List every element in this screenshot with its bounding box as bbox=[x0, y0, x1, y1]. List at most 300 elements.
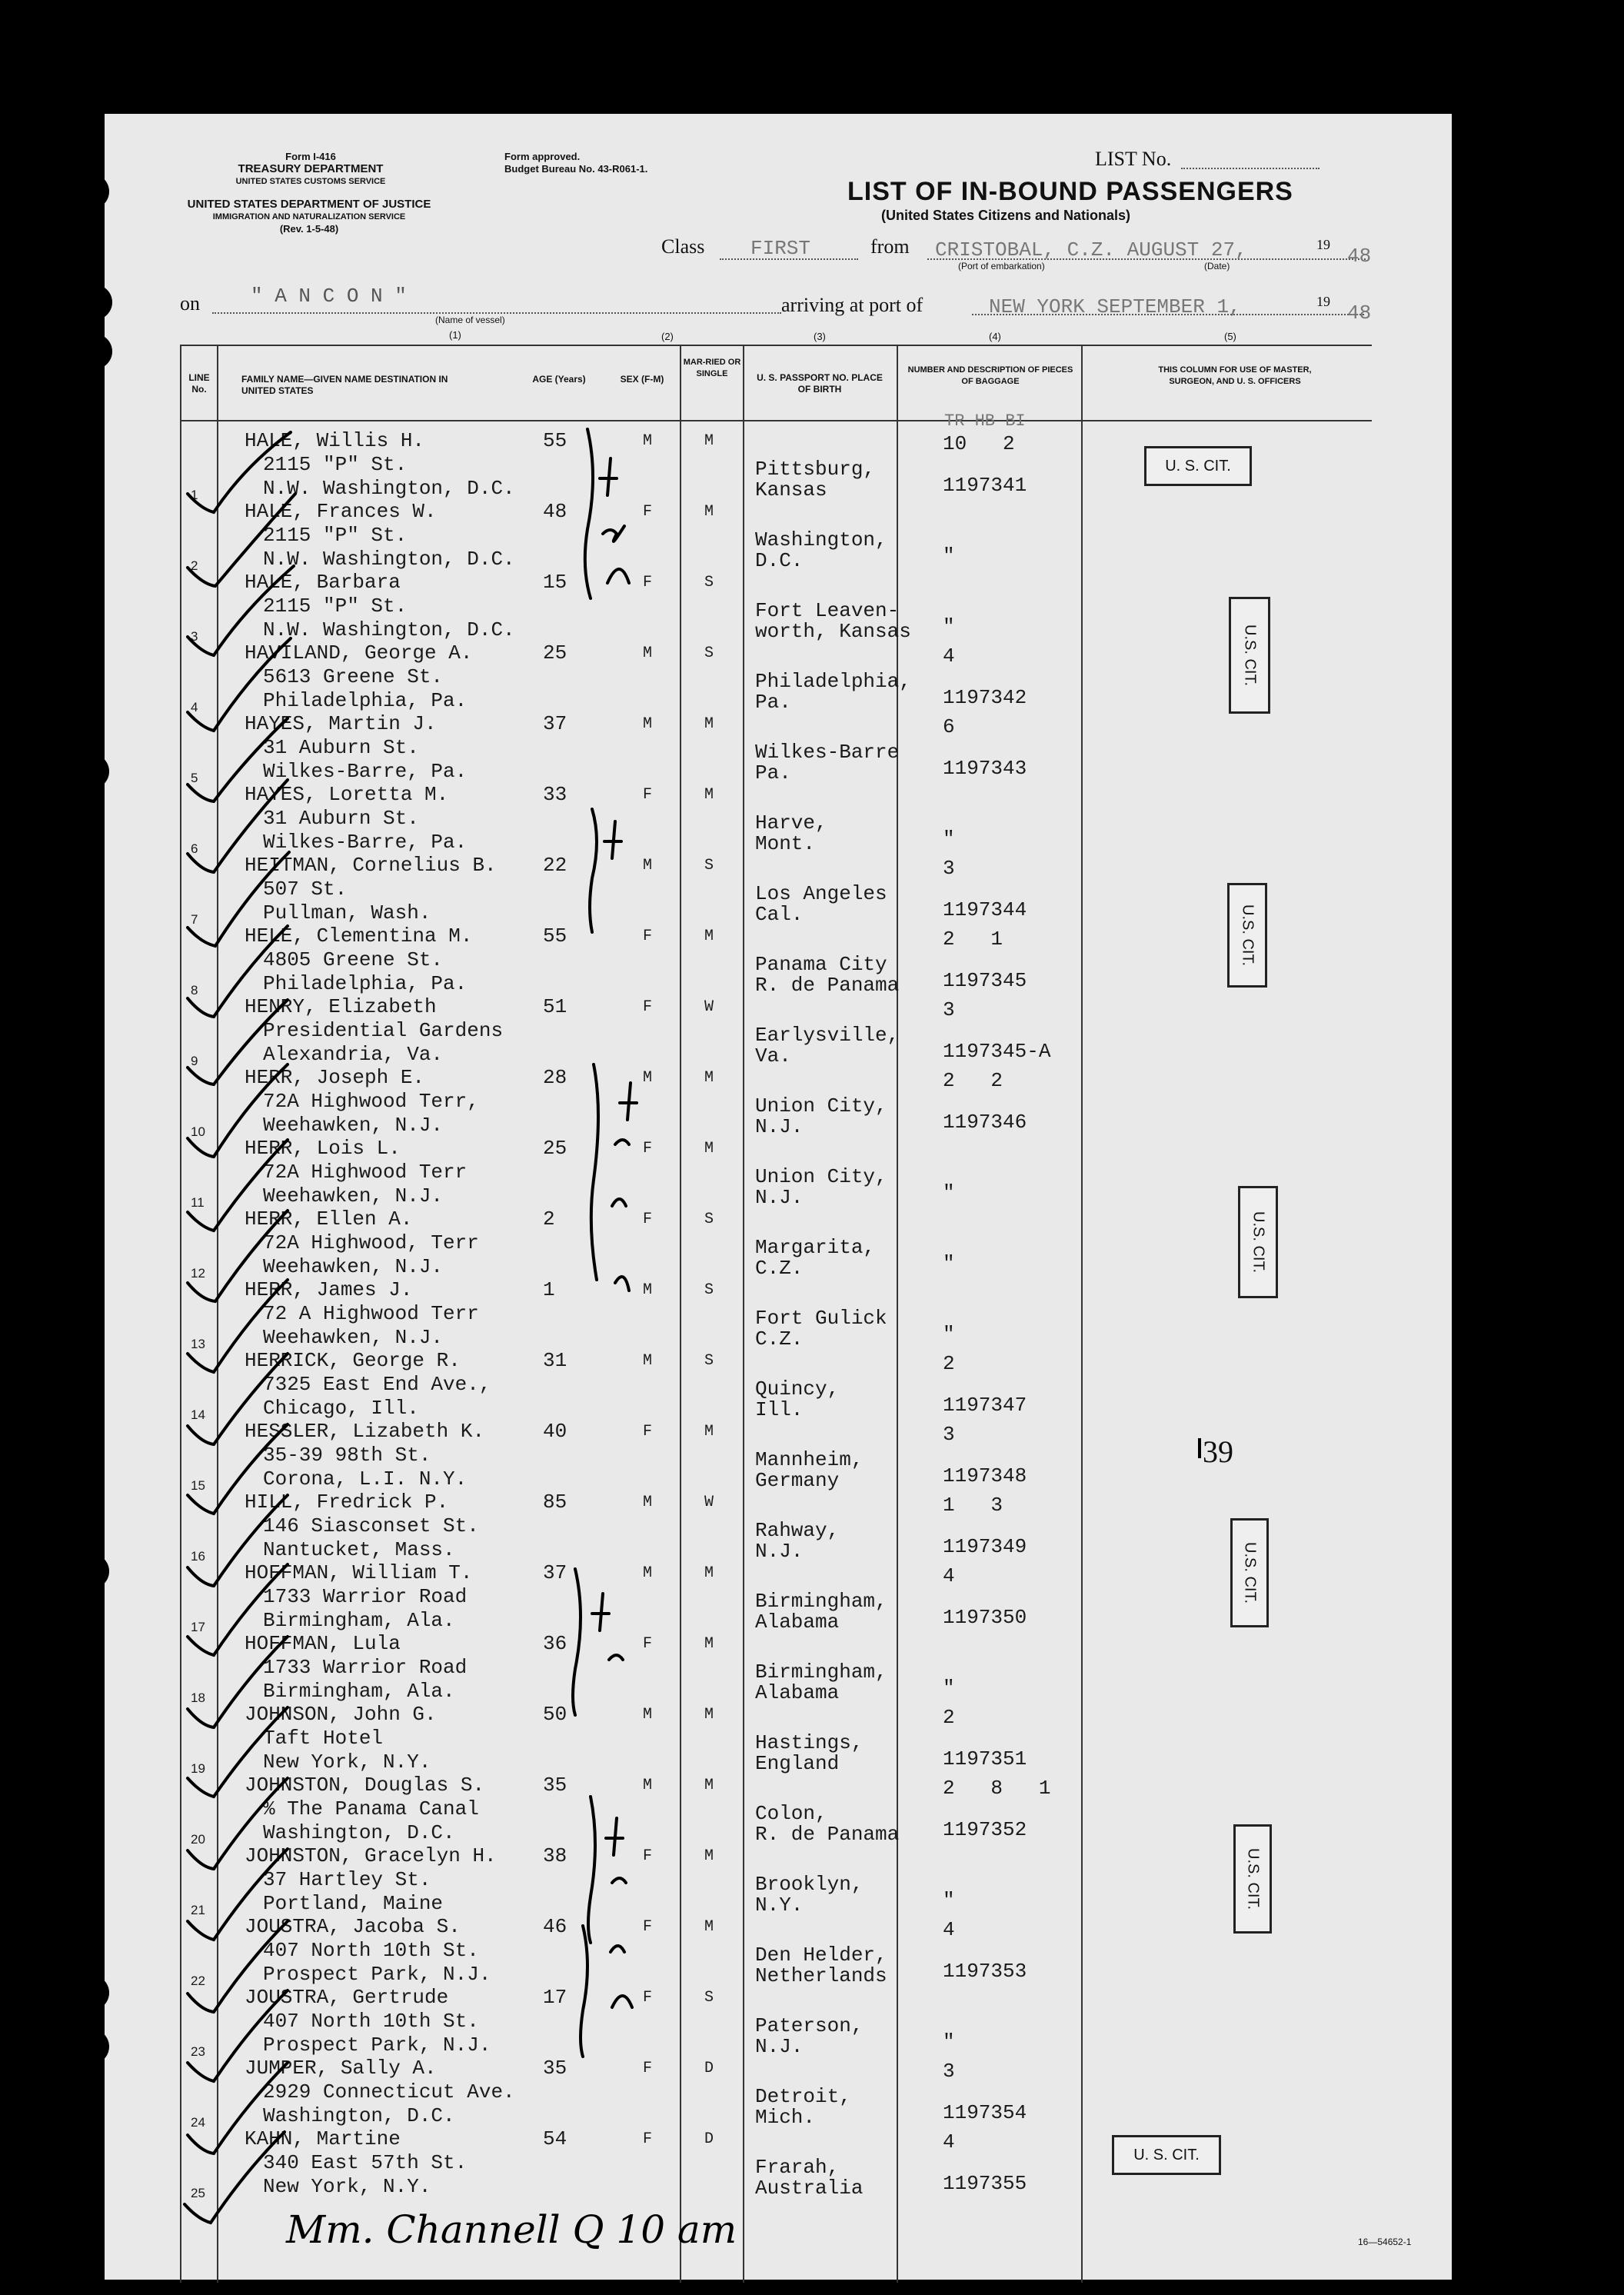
birth-country: Pa. bbox=[755, 691, 791, 714]
baggage-count: 3 bbox=[943, 857, 955, 880]
birth-place: Paterson, bbox=[755, 2014, 864, 2037]
passenger-sex: M bbox=[643, 1352, 653, 1370]
passport-number: 1197350 bbox=[943, 1606, 1027, 1629]
passenger-age: 33 bbox=[543, 783, 567, 806]
birth-place: Pittsburg, bbox=[755, 458, 876, 481]
passenger-name: JOHNSON, John G. bbox=[245, 1703, 437, 1726]
birth-place: Birmingham, bbox=[755, 1660, 887, 1684]
family-bracket bbox=[585, 429, 593, 598]
baggage-count: 3 bbox=[943, 998, 955, 1021]
annotation-dtr bbox=[612, 1996, 632, 2007]
baggage-count: 4 bbox=[943, 2130, 955, 2153]
birth-place: Quincy, bbox=[755, 1377, 840, 1401]
marital-status: D bbox=[704, 2060, 714, 2077]
passenger-address: 1733 Warrior Road bbox=[263, 1585, 468, 1608]
passenger-address: 1733 Warrior Road bbox=[263, 1656, 468, 1679]
passenger-age: 35 bbox=[543, 2057, 567, 2080]
passenger-name: HILL, Fredrick P. bbox=[245, 1491, 449, 1514]
birth-place: Earlysville, bbox=[755, 1024, 900, 1047]
treasury-dept: TREASURY DEPARTMENT bbox=[238, 162, 384, 175]
page-title: LIST OF IN-BOUND PASSENGERS bbox=[847, 177, 1293, 206]
marital-status: S bbox=[704, 574, 714, 591]
passenger-address: 31 Auburn St. bbox=[263, 807, 419, 830]
baggage-count: 2 2 bbox=[943, 1069, 1003, 1092]
birth-place: Mannheim, bbox=[755, 1448, 864, 1471]
passenger-address: % The Panama Canal bbox=[263, 1797, 479, 1820]
baggage-count: 1 3 bbox=[943, 1494, 1003, 1517]
passenger-manifest-page bbox=[105, 114, 1452, 2280]
col-num-3: (3) bbox=[814, 331, 826, 342]
col-header-age: AGE (Years) bbox=[532, 374, 586, 385]
passenger-address: 507 St. bbox=[263, 878, 348, 901]
handwritten-marks bbox=[105, 114, 1452, 2280]
arriving-label: arriving at port of bbox=[781, 294, 923, 316]
passenger-name: HALE, Willis H. bbox=[245, 429, 425, 452]
passport-number: " bbox=[943, 1181, 955, 1204]
passenger-city: Weehawken, N.J. bbox=[263, 1184, 444, 1207]
passenger-name: HERRICK, George R. bbox=[245, 1349, 461, 1372]
checkmark bbox=[188, 1707, 288, 1797]
passenger-age: 48 bbox=[543, 500, 567, 523]
birth-place: Detroit, bbox=[755, 2085, 851, 2108]
line-number: 24 bbox=[191, 2115, 205, 2130]
passenger-sex: M bbox=[643, 432, 653, 450]
passport-number: 1197345-A bbox=[943, 1040, 1051, 1063]
passport-number: 1197346 bbox=[943, 1111, 1027, 1134]
passenger-age: 46 bbox=[543, 1915, 567, 1938]
passport-number: 1197348 bbox=[943, 1464, 1027, 1487]
passenger-city: Weehawken, N.J. bbox=[263, 1114, 444, 1137]
marital-status: M bbox=[704, 1069, 714, 1087]
annotation-wf bbox=[603, 526, 624, 541]
passport-number: 1197343 bbox=[943, 757, 1027, 780]
passenger-city: Corona, L.I. N.Y. bbox=[263, 1467, 468, 1491]
birth-place: Frarah, bbox=[755, 2156, 840, 2179]
passenger-address: 31 Auburn St. bbox=[263, 736, 419, 759]
class-value: FIRST bbox=[750, 237, 811, 260]
family-bracket bbox=[591, 1064, 598, 1280]
baggage-count: 2 1 bbox=[943, 928, 1003, 951]
marital-status: M bbox=[704, 432, 714, 450]
passenger-city: Portland, Maine bbox=[263, 1892, 444, 1915]
checkmark bbox=[188, 566, 294, 655]
us-citizen-stamp: U.S. CIT. bbox=[1238, 1186, 1278, 1298]
birth-country: N.J. bbox=[755, 1115, 804, 1138]
marital-status: M bbox=[704, 1777, 714, 1794]
annotation-wf bbox=[615, 1140, 629, 1144]
passenger-name: HOFFMAN, William T. bbox=[245, 1561, 473, 1584]
passenger-age: 31 bbox=[543, 1349, 567, 1372]
passenger-sex: F bbox=[643, 1635, 653, 1653]
birth-place: Rahway, bbox=[755, 1519, 840, 1542]
passenger-sex: F bbox=[643, 998, 653, 1016]
year-prefix-2: 19 bbox=[1316, 294, 1330, 309]
marital-status: D bbox=[704, 2130, 714, 2148]
col-header-married: MAR-RIED OR SINGLE bbox=[683, 358, 741, 378]
passenger-sex: F bbox=[643, 1423, 653, 1441]
line-number: 15 bbox=[191, 1478, 205, 1493]
baggage-count: 4 bbox=[943, 1564, 955, 1587]
birth-country: Australia bbox=[755, 2177, 864, 2200]
line-number: 19 bbox=[191, 1761, 205, 1776]
passenger-sex: F bbox=[643, 928, 653, 945]
checkmark bbox=[188, 718, 288, 801]
us-citizen-stamp: U. S. CIT. bbox=[1112, 2135, 1221, 2175]
passenger-sex: F bbox=[643, 1211, 653, 1228]
passenger-name: HALE, Barbara bbox=[245, 571, 401, 594]
marital-status: M bbox=[704, 1423, 714, 1441]
annotation-w bbox=[611, 1946, 624, 1952]
passenger-city: Wilkes-Barre, Pa. bbox=[263, 760, 468, 783]
passport-number: 1197347 bbox=[943, 1394, 1027, 1417]
passenger-address: 2929 Connecticut Ave. bbox=[263, 2080, 515, 2103]
birth-country: Cal. bbox=[755, 903, 804, 926]
baggage-count: 2 8 1 bbox=[943, 1777, 1051, 1800]
col-num-5: (5) bbox=[1224, 331, 1236, 342]
passenger-city: Philadelphia, Pa. bbox=[263, 689, 468, 712]
passport-number: 1197344 bbox=[943, 898, 1027, 921]
birth-place: Birmingham, bbox=[755, 1590, 887, 1613]
checkmark bbox=[188, 432, 291, 512]
col-header-name: FAMILY NAME—GIVEN NAME DESTINATION IN UNITED STATES bbox=[241, 374, 448, 396]
passport-number: " bbox=[943, 1323, 955, 1346]
passenger-address: 2115 "P" St. bbox=[263, 595, 408, 618]
marital-status: M bbox=[704, 1564, 714, 1582]
passenger-age: 85 bbox=[543, 1491, 567, 1514]
annotation-s bbox=[615, 1277, 629, 1291]
line-number: 10 bbox=[191, 1124, 205, 1139]
line-number: 21 bbox=[191, 1903, 205, 1917]
passenger-address: 2115 "P" St. bbox=[263, 453, 408, 476]
page-subtitle: (United States Citizens and Nationals) bbox=[881, 208, 1131, 223]
passenger-sex: F bbox=[643, 1918, 653, 1936]
passenger-city: Washington, D.C. bbox=[263, 2104, 455, 2127]
passenger-sex: M bbox=[643, 1706, 653, 1724]
marital-status: S bbox=[704, 1211, 714, 1228]
col-header-sex: SEX (F-M) bbox=[620, 374, 664, 385]
birth-country: Mich. bbox=[755, 2106, 816, 2129]
passenger-age: 37 bbox=[543, 1561, 567, 1584]
col-num-4: (4) bbox=[989, 331, 1001, 342]
handwritten-note: Mm. Channell Q 10 am bbox=[286, 2207, 737, 2252]
passenger-name: HAVILAND, George A. bbox=[245, 641, 473, 665]
passenger-name: HERR, James J. bbox=[245, 1278, 413, 1301]
passenger-sex: M bbox=[643, 1564, 653, 1582]
customs-service: UNITED STATES CUSTOMS SERVICE bbox=[235, 177, 386, 186]
birth-country: Netherlands bbox=[755, 1964, 887, 1987]
line-number: 11 bbox=[191, 1195, 205, 1210]
marital-status: S bbox=[704, 1352, 714, 1370]
passenger-address: 37 Hartley St. bbox=[263, 1868, 431, 1891]
passenger-name: JUMPER, Sally A. bbox=[245, 2057, 437, 2080]
passenger-name: HAYES, Martin J. bbox=[245, 712, 437, 735]
passenger-city: Chicago, Ill. bbox=[263, 1397, 419, 1420]
passenger-sex: M bbox=[643, 715, 653, 733]
passenger-age: 36 bbox=[543, 1632, 567, 1655]
passport-number: " bbox=[943, 828, 955, 851]
birth-place: Washington, bbox=[755, 528, 887, 551]
passenger-city: Prospect Park, N.J. bbox=[263, 2034, 491, 2057]
class-label: Class bbox=[661, 235, 705, 258]
passenger-name: HEITMAN, Cornelius B. bbox=[245, 854, 497, 877]
annotation-d bbox=[612, 1199, 626, 1206]
passport-number: 1197351 bbox=[943, 1747, 1027, 1770]
passenger-address: 407 North 10th St. bbox=[263, 2010, 479, 2033]
form-id: Form I-416 bbox=[285, 151, 336, 162]
passenger-age: 54 bbox=[543, 2127, 567, 2150]
birth-country: Va. bbox=[755, 1044, 791, 1068]
passenger-name: HERR, Lois L. bbox=[245, 1137, 401, 1160]
line-number: 17 bbox=[191, 1620, 205, 1634]
birth-country: Alabama bbox=[755, 1681, 840, 1704]
marital-status: W bbox=[704, 1494, 714, 1511]
passenger-sex: M bbox=[643, 857, 653, 874]
passport-number: 1197355 bbox=[943, 2172, 1027, 2195]
passenger-address: 407 North 10th St. bbox=[263, 1939, 479, 1962]
passenger-address: 5613 Greene St. bbox=[263, 665, 444, 688]
passenger-city: Alexandria, Va. bbox=[263, 1043, 444, 1066]
birth-country: Germany bbox=[755, 1469, 840, 1492]
year-arrive: 48 bbox=[1347, 301, 1372, 325]
passenger-name: HENRY, Elizabeth bbox=[245, 995, 437, 1018]
line-number: 9 bbox=[191, 1054, 198, 1068]
from-value: CRISTOBAL, C.Z. AUGUST 27, bbox=[935, 238, 1247, 261]
passport-number: " bbox=[943, 2030, 955, 2054]
passenger-address: 4805 Greene St. bbox=[263, 948, 444, 971]
passport-number: 1197345 bbox=[943, 969, 1027, 992]
marital-status: M bbox=[704, 715, 714, 733]
passenger-name: JOUSTRA, Jacoba S. bbox=[245, 1915, 461, 1938]
checkmark bbox=[188, 1064, 288, 1157]
passenger-city: Prospect Park, N.J. bbox=[263, 1963, 491, 1986]
baggage-count: 4 bbox=[943, 645, 955, 668]
marital-status: W bbox=[704, 998, 714, 1016]
passenger-city: Washington, D.C. bbox=[263, 1821, 455, 1844]
birth-place: Los Angeles bbox=[755, 882, 887, 905]
birth-country: Pa. bbox=[755, 761, 791, 784]
birth-country: Alabama bbox=[755, 1610, 840, 1634]
annotation-wf bbox=[609, 1655, 623, 1660]
birth-place: Margarita, bbox=[755, 1236, 876, 1259]
family-bracket bbox=[590, 809, 597, 932]
checkmark bbox=[188, 1849, 288, 1940]
passenger-name: KAHN, Martine bbox=[245, 2127, 401, 2150]
birth-place: Fort Gulick bbox=[755, 1307, 887, 1330]
passenger-address: 2115 "P" St. bbox=[263, 524, 408, 547]
line-number: 18 bbox=[191, 1690, 205, 1705]
passenger-age: 1 bbox=[543, 1278, 555, 1301]
passenger-sex: M bbox=[643, 1281, 653, 1299]
birth-place: Union City, bbox=[755, 1094, 887, 1118]
birth-country: N.J. bbox=[755, 1186, 804, 1209]
line-number: 20 bbox=[191, 1832, 205, 1847]
passenger-address: 72A Highwood Terr bbox=[263, 1161, 468, 1184]
passenger-city: Birmingham, Ala. bbox=[263, 1680, 455, 1703]
passenger-city: Philadelphia, Pa. bbox=[263, 972, 468, 995]
birth-place: Den Helder, bbox=[755, 1944, 887, 1967]
baggage-count: 3 bbox=[943, 1423, 955, 1446]
on-label: on bbox=[180, 292, 200, 315]
baggage-count: 4 bbox=[943, 1918, 955, 1941]
passenger-age: 28 bbox=[543, 1066, 567, 1089]
annotation-h bbox=[620, 1083, 637, 1120]
passenger-sex: M bbox=[643, 645, 653, 662]
line-number: 3 bbox=[191, 629, 198, 644]
birth-place: Panama City bbox=[755, 953, 887, 976]
us-citizen-stamp: U.S. CIT. bbox=[1229, 597, 1270, 714]
family-bracket bbox=[573, 1569, 581, 1715]
baggage-count: 3 bbox=[943, 2060, 955, 2083]
annotation-wf bbox=[612, 1878, 626, 1883]
passenger-address: 7325 East End Ave., bbox=[263, 1373, 491, 1396]
passenger-name: HAYES, Loretta M. bbox=[245, 783, 449, 806]
annotation-h bbox=[604, 821, 621, 858]
birth-country: Kansas bbox=[755, 478, 827, 501]
passenger-address: 72A Highwood Terr, bbox=[263, 1090, 479, 1113]
passenger-city: N.W. Washington, D.C. bbox=[263, 618, 515, 641]
annotation-dtr bbox=[607, 569, 629, 583]
birth-country: C.Z. bbox=[755, 1327, 804, 1351]
passport-number: " bbox=[943, 1252, 955, 1275]
family-bracket bbox=[588, 1797, 595, 1943]
passenger-age: 35 bbox=[543, 1774, 567, 1797]
annotation-h bbox=[592, 1594, 609, 1630]
passenger-sex: M bbox=[643, 1777, 653, 1794]
line-number: 23 bbox=[191, 2044, 205, 2059]
passenger-name: HESSLER, Lizabeth K. bbox=[245, 1420, 485, 1443]
passenger-sex: F bbox=[643, 1140, 653, 1157]
col-header-officers: THIS COLUMN FOR USE OF MASTER, SURGEON, AND U. S. OFFICERS bbox=[1158, 365, 1312, 386]
annotation-h bbox=[606, 1818, 623, 1855]
birth-place: Union City, bbox=[755, 1165, 887, 1188]
passport-number: 1197342 bbox=[943, 686, 1027, 709]
passenger-age: 50 bbox=[543, 1703, 567, 1726]
passenger-age: 55 bbox=[543, 429, 567, 452]
passenger-sex: F bbox=[643, 574, 653, 591]
arriving-value: NEW YORK SEPTEMBER 1, bbox=[989, 295, 1241, 318]
line-number: 5 bbox=[191, 771, 198, 785]
birth-place: Fort Leaven- bbox=[755, 599, 900, 622]
passenger-address: Presidential Gardens bbox=[263, 1019, 504, 1042]
passport-number: " bbox=[943, 1677, 955, 1700]
line-number: 1 bbox=[191, 488, 198, 502]
page-number: 39 bbox=[1203, 1434, 1233, 1469]
marital-status: S bbox=[704, 645, 714, 662]
revision: (Rev. 1-5-48) bbox=[279, 223, 339, 235]
line-number: 4 bbox=[191, 700, 198, 714]
marital-status: M bbox=[704, 1635, 714, 1653]
birth-country: N.Y. bbox=[755, 1894, 804, 1917]
passenger-age: 15 bbox=[543, 571, 567, 594]
checkmark bbox=[188, 1424, 288, 1514]
passport-number: " bbox=[943, 615, 955, 638]
passenger-age: 40 bbox=[543, 1420, 567, 1443]
birth-country: Mont. bbox=[755, 832, 816, 855]
passenger-age: 2 bbox=[543, 1207, 555, 1231]
checkmark bbox=[188, 1990, 288, 2081]
birth-country: N.J. bbox=[755, 2035, 804, 2058]
passport-number: 1197352 bbox=[943, 1818, 1027, 1841]
passenger-city: N.W. Washington, D.C. bbox=[263, 548, 515, 571]
passenger-address: 340 East 57th St. bbox=[263, 2151, 468, 2174]
birth-place: Colon, bbox=[755, 1802, 827, 1825]
line-number: 25 bbox=[191, 2186, 205, 2200]
birth-place: Philadelphia, bbox=[755, 670, 911, 693]
passenger-city: Pullman, Wash. bbox=[263, 901, 431, 924]
port-embark-caption: (Port of embarkation) bbox=[958, 261, 1045, 271]
line-number: 12 bbox=[191, 1266, 205, 1281]
birth-country: C.Z. bbox=[755, 1257, 804, 1280]
baggage-subheader: TR HB BI bbox=[944, 411, 1026, 431]
passenger-city: Weehawken, N.J. bbox=[263, 1326, 444, 1349]
line-number: 13 bbox=[191, 1337, 205, 1351]
col-header-baggage: NUMBER AND DESCRIPTION OF PIECES OF BAGGAGE bbox=[907, 365, 1073, 386]
line-number: 22 bbox=[191, 1974, 205, 1988]
passenger-name: JOHNSTON, Gracelyn H. bbox=[245, 1844, 497, 1867]
passenger-city: Weehawken, N.J. bbox=[263, 1255, 444, 1278]
marital-status: M bbox=[704, 786, 714, 804]
justice-dept: UNITED STATES DEPARTMENT OF JUSTICE bbox=[187, 198, 431, 211]
us-citizen-stamp: U.S. CIT. bbox=[1227, 883, 1267, 988]
scan-mark bbox=[1590, 29, 1606, 37]
marital-status: M bbox=[704, 1847, 714, 1865]
marital-status: M bbox=[704, 1918, 714, 1936]
passenger-name: HOFFMAN, Lula bbox=[245, 1632, 401, 1655]
passenger-age: 25 bbox=[543, 641, 567, 665]
passenger-address: 72A Highwood, Terr bbox=[263, 1231, 479, 1254]
passenger-age: 25 bbox=[543, 1137, 567, 1160]
marital-status: S bbox=[704, 857, 714, 874]
birth-place: Hastings, bbox=[755, 1731, 864, 1754]
immigration-service: IMMIGRATION AND NATURALIZATION SERVICE bbox=[212, 212, 406, 222]
birth-place: Harve, bbox=[755, 811, 827, 834]
passenger-name: HERR, Joseph E. bbox=[245, 1066, 425, 1089]
line-number: 8 bbox=[191, 983, 198, 998]
us-citizen-stamp: U.S. CIT. bbox=[1230, 1518, 1269, 1627]
line-number: 14 bbox=[191, 1407, 205, 1422]
passenger-sex: F bbox=[643, 1847, 653, 1865]
birth-country: R. de Panama bbox=[755, 974, 900, 997]
birth-place: Wilkes-Barre bbox=[755, 741, 900, 764]
budget-bureau: Budget Bureau No. 43-R061-1. bbox=[504, 163, 648, 175]
col-num-1: (1) bbox=[449, 329, 461, 341]
line-number: 2 bbox=[191, 558, 198, 573]
passport-number: 1197349 bbox=[943, 1535, 1027, 1558]
scan-mark bbox=[1569, 29, 1584, 37]
passenger-sex: F bbox=[643, 2060, 653, 2077]
line-number: 16 bbox=[191, 1549, 205, 1564]
marital-status: M bbox=[704, 1140, 714, 1157]
passenger-sex: M bbox=[643, 1494, 653, 1511]
year-prefix: 19 bbox=[1316, 237, 1330, 252]
passenger-city: New York, N.Y. bbox=[263, 1750, 431, 1774]
passenger-age: 55 bbox=[543, 924, 567, 948]
passenger-sex: F bbox=[643, 1989, 653, 2007]
passenger-address: 146 Siasconset St. bbox=[263, 1514, 479, 1537]
vessel-caption: (Name of vessel) bbox=[435, 315, 505, 325]
checkmark bbox=[188, 1564, 288, 1655]
list-no-label: LIST No. bbox=[1095, 148, 1172, 170]
passenger-city: Birmingham, Ala. bbox=[263, 1609, 455, 1632]
marital-status: M bbox=[704, 928, 714, 945]
footer-code: 16—54652-1 bbox=[1358, 2237, 1412, 2247]
year-from: 48 bbox=[1347, 245, 1372, 268]
passenger-name: JOUSTRA, Gertrude bbox=[245, 1986, 449, 2009]
passenger-city: Wilkes-Barre, Pa. bbox=[263, 831, 468, 854]
birth-country: D.C. bbox=[755, 549, 804, 572]
passenger-name: HALE, Frances W. bbox=[245, 500, 437, 523]
form-approved: Form approved. bbox=[504, 151, 581, 162]
